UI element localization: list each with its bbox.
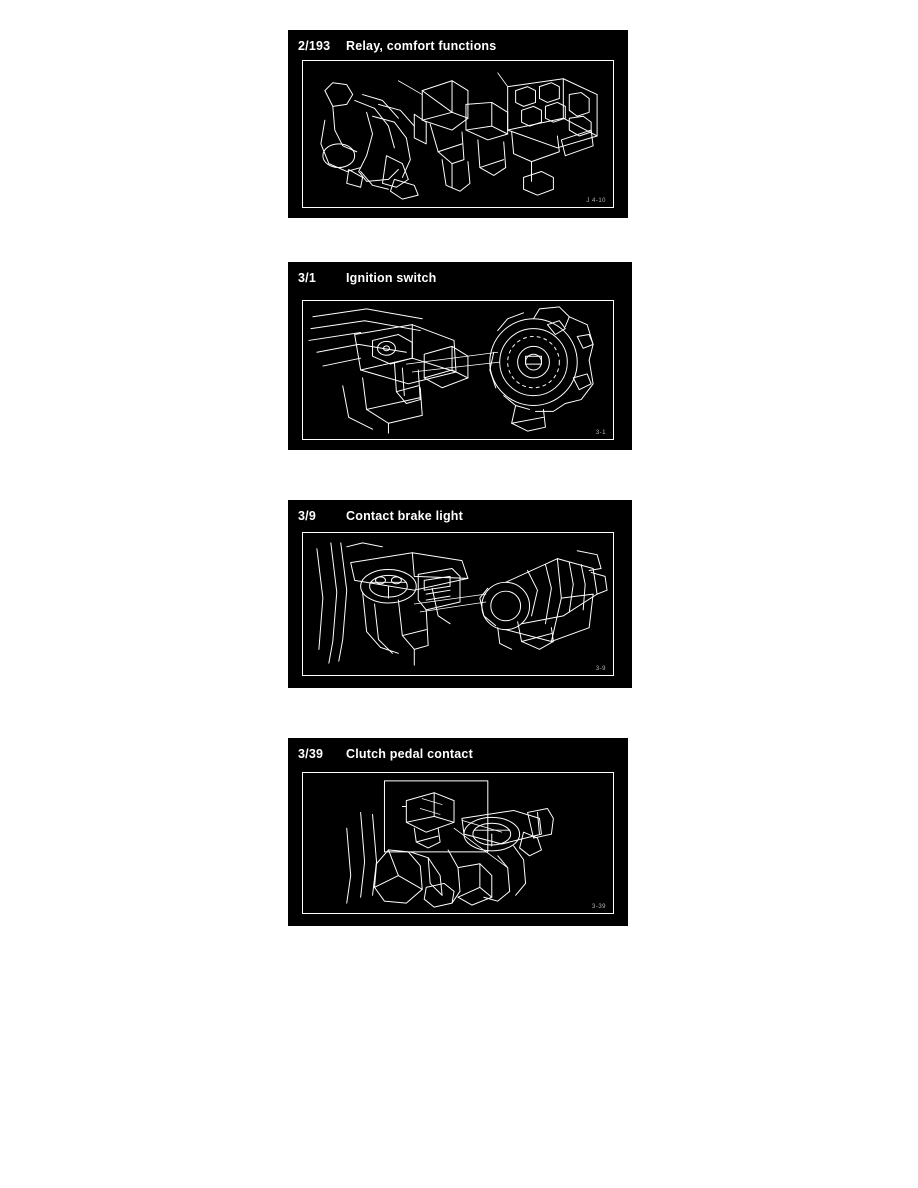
- figure-art-id: J 4-10: [586, 198, 606, 204]
- figure-art-id: 3-39: [591, 904, 606, 910]
- figure-label: Contact brake light: [346, 509, 464, 523]
- figure-art-id: 3-1: [595, 430, 606, 436]
- figure-block: [288, 30, 628, 218]
- figure-number: 2/193: [298, 39, 331, 53]
- figure-frame: [302, 532, 614, 676]
- figure-block: [288, 738, 628, 926]
- figure-illustration: [303, 301, 613, 439]
- figure-frame: [302, 300, 614, 440]
- figure-frame: [302, 772, 614, 914]
- figure-illustration: [303, 61, 613, 207]
- figure-art-id: 3-9: [595, 666, 606, 672]
- figure-block: [288, 262, 632, 450]
- figure-illustration: [303, 533, 613, 675]
- figure-number: 3/39: [298, 747, 324, 761]
- figure-number: 3/1: [298, 271, 316, 285]
- figure-label: Ignition switch: [346, 271, 437, 285]
- figure-block: [288, 500, 632, 688]
- figure-frame: [302, 60, 614, 208]
- figure-caption: [288, 738, 628, 767]
- figure-label: Relay, comfort functions: [346, 39, 497, 53]
- figure-caption: [288, 262, 632, 291]
- figure-label: Clutch pedal contact: [346, 747, 473, 761]
- figure-caption: [288, 500, 632, 529]
- figure-illustration: [303, 773, 613, 913]
- figure-number: 3/9: [298, 509, 316, 523]
- figure-caption: [288, 30, 628, 59]
